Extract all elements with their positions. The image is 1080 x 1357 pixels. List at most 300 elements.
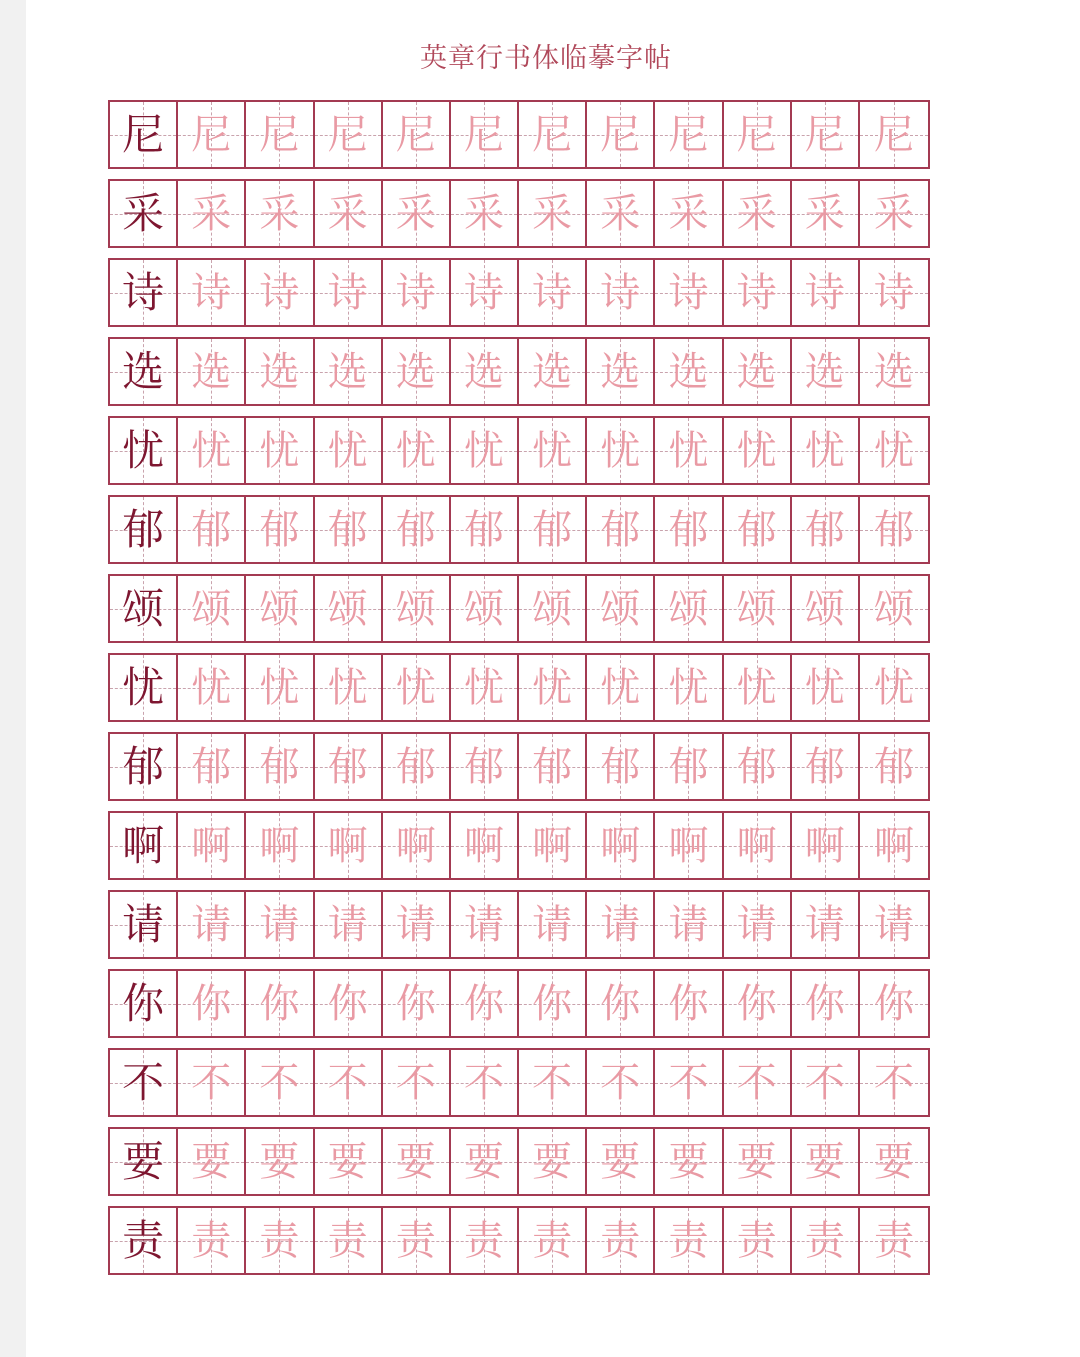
trace-cell [587, 418, 655, 483]
trace-cell [315, 655, 383, 720]
trace-character: 责 [327, 1217, 368, 1264]
trace-character: 啊 [191, 822, 232, 869]
trace-character: 忧 [804, 427, 845, 474]
trace-cell [587, 102, 655, 167]
trace-cell [246, 892, 314, 957]
model-cell [110, 102, 178, 167]
trace-cell [178, 655, 246, 720]
trace-cell [587, 181, 655, 246]
trace-cell [519, 497, 587, 562]
trace-cell [860, 102, 928, 167]
trace-character: 选 [736, 348, 777, 395]
trace-cell [178, 1129, 246, 1194]
trace-cell [315, 1208, 383, 1273]
model-character: 忧 [122, 425, 165, 475]
trace-character: 颂 [191, 585, 232, 632]
trace-cell [724, 339, 792, 404]
trace-cell [655, 1208, 723, 1273]
practice-row [108, 258, 930, 327]
trace-cell [860, 892, 928, 957]
trace-character: 不 [463, 1059, 504, 1106]
trace-cell [724, 734, 792, 799]
trace-cell [724, 971, 792, 1036]
trace-character: 你 [873, 980, 914, 1027]
practice-row [108, 732, 930, 801]
trace-cell [655, 1050, 723, 1115]
trace-character: 责 [259, 1217, 300, 1264]
trace-character: 请 [804, 901, 845, 948]
trace-character: 郁 [191, 506, 232, 553]
trace-character: 诗 [395, 269, 436, 316]
trace-cell [792, 734, 860, 799]
trace-cell [383, 813, 451, 878]
trace-cell [724, 813, 792, 878]
trace-cell [587, 1208, 655, 1273]
model-character: 选 [122, 346, 165, 396]
trace-cell [587, 497, 655, 562]
trace-character: 颂 [668, 585, 709, 632]
trace-character: 选 [668, 348, 709, 395]
trace-cell [860, 497, 928, 562]
trace-character: 忧 [804, 664, 845, 711]
trace-cell [792, 102, 860, 167]
practice-row [108, 574, 930, 643]
trace-cell [655, 576, 723, 641]
trace-cell [519, 418, 587, 483]
trace-cell [655, 813, 723, 878]
model-character: 采 [122, 188, 165, 238]
trace-cell [246, 1129, 314, 1194]
practice-row [108, 1127, 930, 1196]
trace-character: 要 [873, 1138, 914, 1185]
trace-character: 忧 [600, 664, 641, 711]
trace-character: 诗 [668, 269, 709, 316]
trace-cell [792, 1129, 860, 1194]
trace-character: 诗 [600, 269, 641, 316]
trace-character: 颂 [395, 585, 436, 632]
model-cell [110, 892, 178, 957]
trace-cell [792, 892, 860, 957]
trace-character: 忧 [873, 664, 914, 711]
trace-cell [178, 1050, 246, 1115]
practice-row [108, 890, 930, 959]
trace-character: 你 [463, 980, 504, 1027]
trace-cell [246, 1208, 314, 1273]
trace-character: 忧 [259, 664, 300, 711]
trace-cell [655, 655, 723, 720]
trace-character: 你 [532, 980, 573, 1027]
trace-cell [860, 181, 928, 246]
trace-character: 采 [600, 190, 641, 237]
trace-character: 你 [191, 980, 232, 1027]
trace-character: 请 [600, 901, 641, 948]
trace-character: 请 [668, 901, 709, 948]
trace-character: 尼 [191, 111, 232, 158]
trace-cell [860, 734, 928, 799]
trace-cell [383, 102, 451, 167]
trace-character: 颂 [873, 585, 914, 632]
trace-character: 郁 [327, 506, 368, 553]
trace-cell [655, 339, 723, 404]
trace-cell [724, 1050, 792, 1115]
trace-character: 郁 [191, 743, 232, 790]
trace-cell [246, 813, 314, 878]
trace-cell [451, 260, 519, 325]
trace-character: 选 [532, 348, 573, 395]
trace-cell [383, 339, 451, 404]
trace-character: 诗 [873, 269, 914, 316]
trace-character: 不 [804, 1059, 845, 1106]
trace-cell [383, 1208, 451, 1273]
trace-cell [451, 418, 519, 483]
trace-cell [383, 1050, 451, 1115]
trace-cell [519, 813, 587, 878]
model-cell [110, 181, 178, 246]
model-character: 请 [122, 899, 165, 949]
trace-cell [246, 102, 314, 167]
trace-cell [315, 181, 383, 246]
model-cell [110, 1050, 178, 1115]
trace-cell [178, 892, 246, 957]
trace-character: 选 [327, 348, 368, 395]
trace-cell [724, 418, 792, 483]
trace-cell [860, 971, 928, 1036]
trace-cell [792, 813, 860, 878]
trace-character: 啊 [327, 822, 368, 869]
trace-character: 要 [463, 1138, 504, 1185]
practice-row [108, 1048, 930, 1117]
model-cell [110, 734, 178, 799]
trace-cell [587, 339, 655, 404]
trace-character: 啊 [532, 822, 573, 869]
trace-cell [383, 1129, 451, 1194]
trace-character: 啊 [259, 822, 300, 869]
trace-character: 选 [395, 348, 436, 395]
trace-cell [587, 813, 655, 878]
trace-character: 忧 [191, 427, 232, 474]
trace-cell [451, 813, 519, 878]
trace-character: 忧 [873, 427, 914, 474]
trace-cell [724, 892, 792, 957]
trace-character: 责 [736, 1217, 777, 1264]
trace-character: 责 [395, 1217, 436, 1264]
trace-character: 采 [327, 190, 368, 237]
model-cell [110, 971, 178, 1036]
trace-character: 郁 [327, 743, 368, 790]
trace-character: 郁 [600, 506, 641, 553]
trace-character: 颂 [736, 585, 777, 632]
trace-cell [315, 813, 383, 878]
trace-cell [178, 497, 246, 562]
trace-character: 选 [191, 348, 232, 395]
trace-character: 尼 [804, 111, 845, 158]
trace-character: 郁 [600, 743, 641, 790]
trace-cell [178, 102, 246, 167]
trace-character: 采 [804, 190, 845, 237]
trace-cell [383, 418, 451, 483]
trace-cell [655, 418, 723, 483]
trace-character: 不 [668, 1059, 709, 1106]
trace-character: 要 [600, 1138, 641, 1185]
trace-cell [655, 971, 723, 1036]
trace-cell [655, 181, 723, 246]
trace-character: 请 [327, 901, 368, 948]
trace-character: 诗 [804, 269, 845, 316]
trace-character: 郁 [395, 506, 436, 553]
trace-character: 责 [668, 1217, 709, 1264]
trace-cell [315, 892, 383, 957]
trace-character: 尼 [736, 111, 777, 158]
trace-cell [246, 418, 314, 483]
trace-character: 郁 [736, 506, 777, 553]
trace-cell [792, 181, 860, 246]
trace-cell [519, 260, 587, 325]
trace-character: 诗 [327, 269, 368, 316]
trace-character: 啊 [736, 822, 777, 869]
trace-cell [178, 734, 246, 799]
trace-character: 不 [327, 1059, 368, 1106]
trace-cell [451, 655, 519, 720]
trace-character: 忧 [327, 664, 368, 711]
practice-row [108, 337, 930, 406]
trace-cell [451, 102, 519, 167]
practice-row [108, 653, 930, 722]
trace-character: 郁 [463, 743, 504, 790]
trace-character: 采 [259, 190, 300, 237]
trace-cell [792, 1208, 860, 1273]
trace-character: 颂 [327, 585, 368, 632]
trace-cell [519, 1129, 587, 1194]
trace-character: 颂 [463, 585, 504, 632]
trace-cell [246, 1050, 314, 1115]
trace-character: 选 [873, 348, 914, 395]
trace-cell [383, 892, 451, 957]
trace-character: 不 [736, 1059, 777, 1106]
trace-character: 采 [873, 190, 914, 237]
trace-character: 忧 [736, 427, 777, 474]
practice-row [108, 495, 930, 564]
trace-character: 请 [463, 901, 504, 948]
model-character: 颂 [122, 583, 165, 633]
trace-character: 责 [463, 1217, 504, 1264]
trace-character: 请 [532, 901, 573, 948]
trace-character: 啊 [600, 822, 641, 869]
trace-cell [383, 181, 451, 246]
trace-cell [246, 181, 314, 246]
trace-character: 你 [259, 980, 300, 1027]
trace-cell [451, 181, 519, 246]
trace-cell [792, 497, 860, 562]
trace-cell [451, 892, 519, 957]
model-character: 你 [122, 978, 165, 1028]
page-title: 英章行书体临摹字帖 [420, 43, 672, 74]
trace-cell [724, 655, 792, 720]
trace-cell [383, 734, 451, 799]
trace-character: 要 [532, 1138, 573, 1185]
trace-cell [792, 339, 860, 404]
model-cell [110, 576, 178, 641]
trace-character: 啊 [395, 822, 436, 869]
trace-character: 尼 [668, 111, 709, 158]
model-cell [110, 339, 178, 404]
trace-cell [451, 1208, 519, 1273]
trace-cell [655, 1129, 723, 1194]
trace-character: 忧 [191, 664, 232, 711]
trace-character: 采 [668, 190, 709, 237]
model-character: 诗 [122, 267, 165, 317]
trace-character: 要 [668, 1138, 709, 1185]
trace-character: 不 [873, 1059, 914, 1106]
trace-cell [792, 971, 860, 1036]
trace-character: 郁 [736, 743, 777, 790]
trace-cell [451, 1129, 519, 1194]
trace-cell [246, 734, 314, 799]
trace-cell [860, 1050, 928, 1115]
trace-cell [178, 418, 246, 483]
trace-cell [655, 734, 723, 799]
trace-character: 郁 [804, 743, 845, 790]
model-character: 郁 [122, 741, 165, 791]
trace-cell [451, 576, 519, 641]
trace-character: 不 [532, 1059, 573, 1106]
trace-cell [724, 576, 792, 641]
trace-cell [383, 971, 451, 1036]
trace-cell [246, 497, 314, 562]
trace-character: 请 [873, 901, 914, 948]
trace-character: 请 [395, 901, 436, 948]
trace-cell [792, 260, 860, 325]
trace-cell [792, 1050, 860, 1115]
trace-cell [792, 576, 860, 641]
trace-cell [655, 497, 723, 562]
trace-character: 郁 [668, 506, 709, 553]
model-character: 尼 [122, 109, 165, 159]
trace-cell [519, 892, 587, 957]
trace-cell [860, 418, 928, 483]
model-character: 责 [122, 1215, 165, 1265]
trace-character: 忧 [668, 664, 709, 711]
trace-character: 诗 [463, 269, 504, 316]
trace-cell [860, 339, 928, 404]
trace-character: 不 [259, 1059, 300, 1106]
trace-cell [178, 576, 246, 641]
trace-character: 采 [736, 190, 777, 237]
trace-cell [860, 1208, 928, 1273]
trace-character: 颂 [804, 585, 845, 632]
trace-cell [519, 1050, 587, 1115]
trace-cell [451, 497, 519, 562]
practice-row [108, 1206, 930, 1275]
practice-row [108, 811, 930, 880]
trace-cell [246, 339, 314, 404]
trace-character: 要 [327, 1138, 368, 1185]
trace-cell [383, 655, 451, 720]
trace-character: 颂 [532, 585, 573, 632]
trace-cell [724, 1208, 792, 1273]
model-cell [110, 655, 178, 720]
trace-character: 不 [395, 1059, 436, 1106]
trace-cell [178, 339, 246, 404]
trace-character: 诗 [532, 269, 573, 316]
trace-cell [383, 576, 451, 641]
trace-character: 忧 [395, 427, 436, 474]
trace-character: 你 [600, 980, 641, 1027]
trace-character: 你 [395, 980, 436, 1027]
trace-character: 郁 [259, 506, 300, 553]
model-cell [110, 813, 178, 878]
trace-character: 尼 [395, 111, 436, 158]
trace-character: 责 [600, 1217, 641, 1264]
trace-character: 选 [463, 348, 504, 395]
trace-cell [315, 418, 383, 483]
model-cell [110, 497, 178, 562]
trace-cell [315, 260, 383, 325]
trace-character: 你 [804, 980, 845, 1027]
trace-cell [315, 339, 383, 404]
trace-character: 忧 [463, 664, 504, 711]
trace-cell [383, 497, 451, 562]
trace-cell [178, 813, 246, 878]
trace-character: 忧 [395, 664, 436, 711]
trace-cell [178, 1208, 246, 1273]
trace-cell [655, 892, 723, 957]
trace-character: 选 [600, 348, 641, 395]
trace-character: 忧 [532, 664, 573, 711]
trace-character: 采 [395, 190, 436, 237]
trace-character: 诗 [736, 269, 777, 316]
trace-character: 选 [259, 348, 300, 395]
trace-character: 你 [327, 980, 368, 1027]
trace-character: 责 [191, 1217, 232, 1264]
trace-cell [315, 102, 383, 167]
model-cell [110, 418, 178, 483]
trace-cell [724, 102, 792, 167]
trace-cell [519, 576, 587, 641]
trace-character: 请 [736, 901, 777, 948]
trace-character: 颂 [259, 585, 300, 632]
trace-character: 责 [532, 1217, 573, 1264]
trace-character: 忧 [327, 427, 368, 474]
trace-cell [587, 734, 655, 799]
model-character: 忧 [122, 662, 165, 712]
trace-cell [178, 181, 246, 246]
trace-cell [724, 181, 792, 246]
trace-character: 诗 [191, 269, 232, 316]
trace-cell [519, 181, 587, 246]
trace-character: 采 [191, 190, 232, 237]
trace-cell [792, 655, 860, 720]
trace-character: 要 [395, 1138, 436, 1185]
trace-cell [451, 1050, 519, 1115]
trace-character: 采 [532, 190, 573, 237]
trace-cell [655, 260, 723, 325]
trace-cell [246, 260, 314, 325]
trace-character: 采 [463, 190, 504, 237]
practice-row [108, 969, 930, 1038]
trace-character: 郁 [804, 506, 845, 553]
trace-cell [587, 1129, 655, 1194]
trace-cell [587, 576, 655, 641]
trace-character: 尼 [873, 111, 914, 158]
trace-character: 责 [804, 1217, 845, 1264]
trace-cell [587, 655, 655, 720]
trace-character: 尼 [327, 111, 368, 158]
trace-character: 要 [259, 1138, 300, 1185]
trace-cell [724, 260, 792, 325]
trace-cell [519, 655, 587, 720]
trace-character: 郁 [532, 506, 573, 553]
trace-cell [860, 655, 928, 720]
